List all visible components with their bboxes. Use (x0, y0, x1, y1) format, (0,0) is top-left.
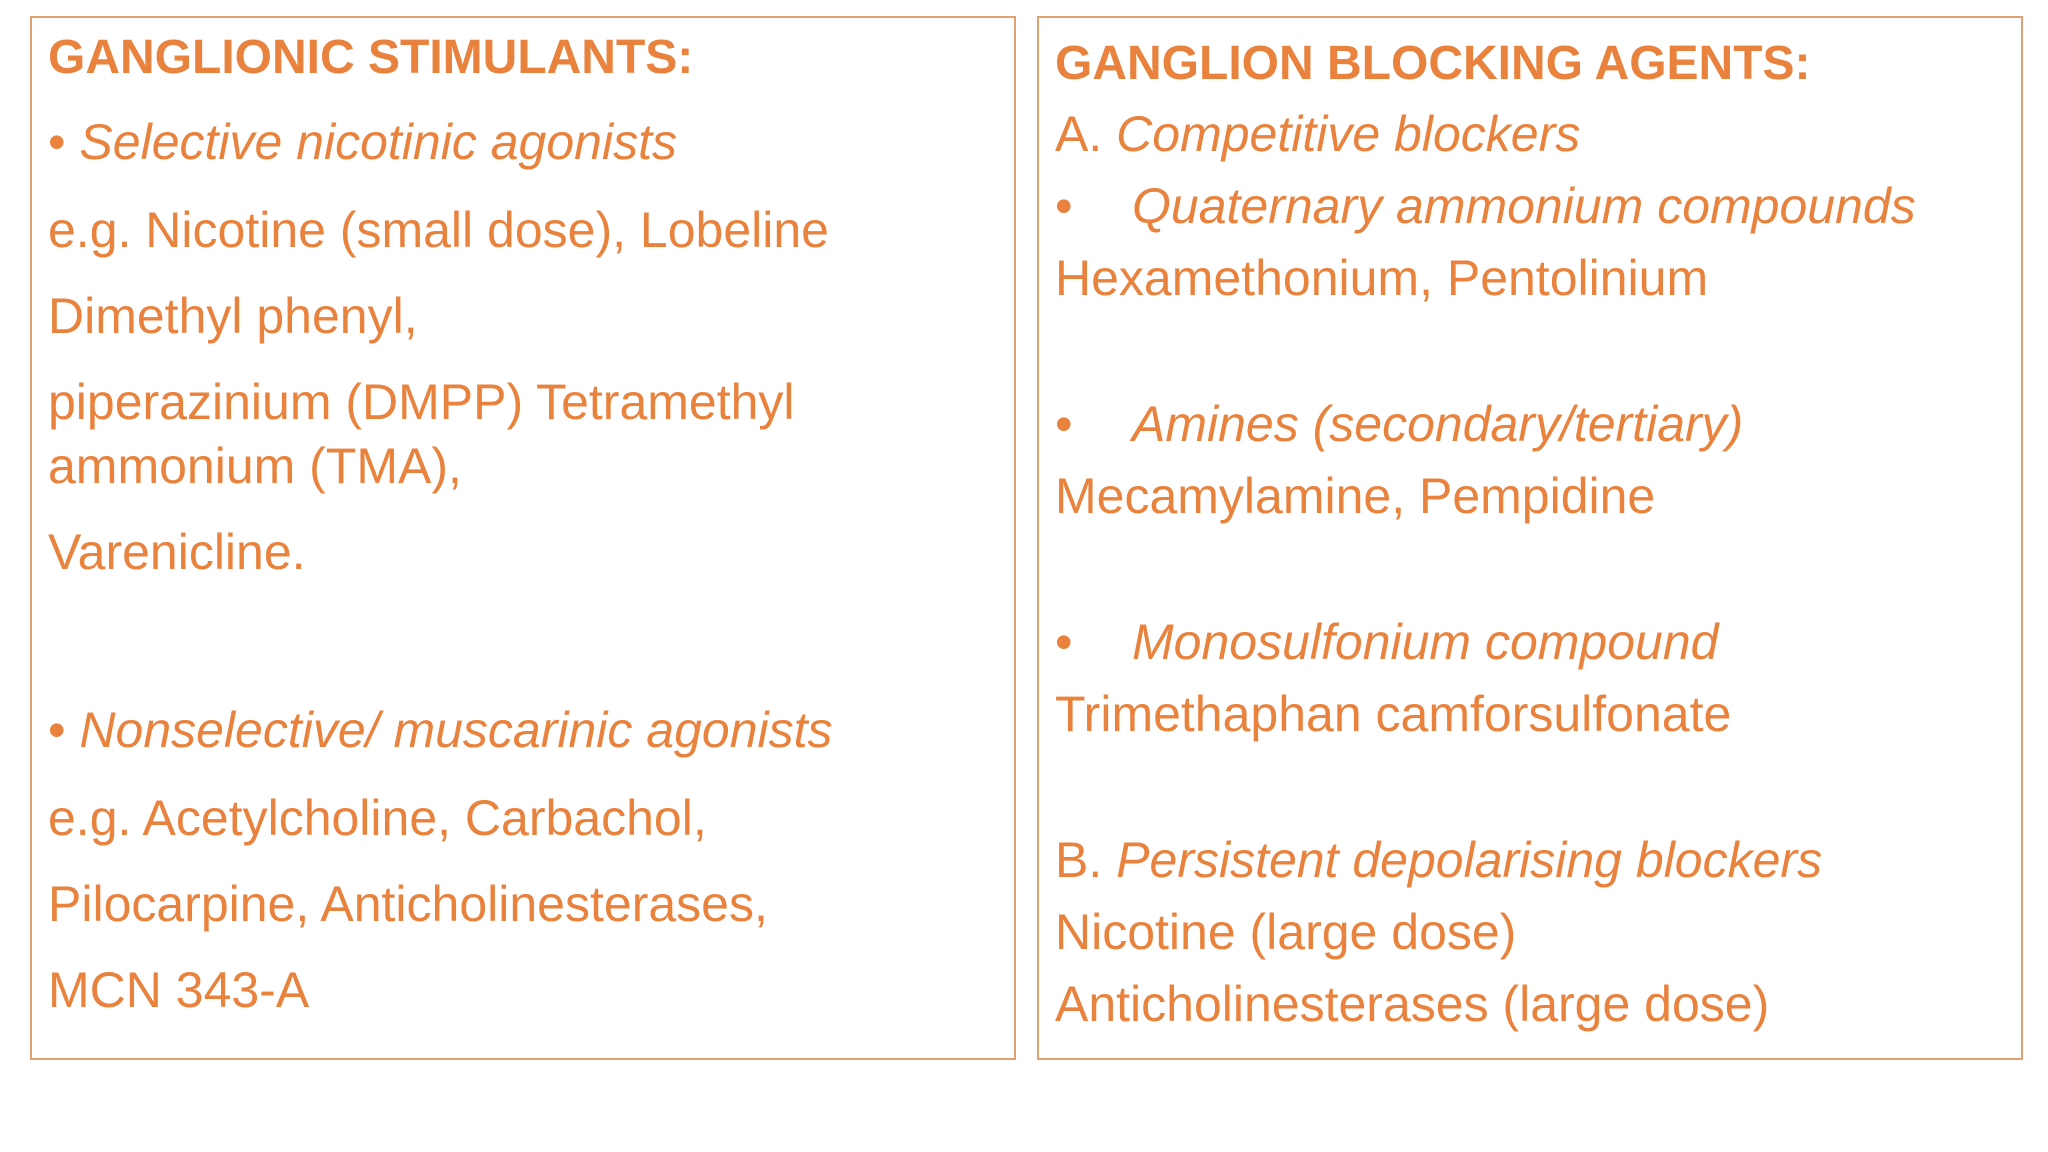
group-a-line (1055, 106, 1580, 162)
selective-agonists-bullet (48, 114, 677, 170)
group-b-title: Persistent depolarising blockers (1116, 832, 1823, 888)
group-b-drug: Anticholinesterases (large dose) (1055, 976, 1770, 1032)
bullet-icon: • (48, 114, 66, 170)
stimulants-heading: GANGLIONIC STIMULANTS: (48, 31, 694, 84)
group-b-prefix: B. (1055, 832, 1103, 888)
stimulant-line: ammonium (TMA), (48, 438, 462, 494)
ganglionic-stimulants-panel (30, 16, 1016, 1060)
group-a-prefix: A. (1055, 106, 1103, 162)
monosulfonium-drugs: Trimethaphan camforsulfonate (1055, 686, 1732, 742)
amines-drugs: Mecamylamine, Pempidine (1055, 468, 1656, 524)
stimulant-line: Pilocarpine, Anticholinesterases, (48, 876, 768, 932)
stimulant-line: Dimethyl phenyl, (48, 288, 418, 344)
blocking-heading: GANGLION BLOCKING AGENTS: (1055, 37, 1811, 90)
bullet-icon: • (48, 702, 66, 758)
bullet-icon: • (1055, 396, 1073, 452)
bullet-icon: • (1055, 614, 1073, 670)
group-a-title: Competitive blockers (1116, 106, 1581, 162)
amines-bullet (1055, 396, 1743, 452)
stimulant-line: e.g. Acetylcholine, Carbachol, (48, 790, 707, 846)
selective-agonists-title: Selective nicotinic agonists (79, 114, 677, 170)
stimulant-line: e.g. Nicotine (small dose), Lobeline (48, 202, 829, 258)
quaternary-drugs: Hexamethonium, Pentolinium (1055, 250, 1709, 306)
quaternary-title: Quaternary ammonium compounds (1132, 178, 1916, 234)
bullet-icon: • (1055, 178, 1073, 234)
stimulant-line: MCN 343-A (48, 962, 310, 1018)
stimulant-line: Varenicline. (48, 524, 306, 580)
group-b-line (1055, 832, 1822, 888)
quaternary-bullet (1055, 178, 1916, 234)
nonselective-agonists-bullet (48, 702, 833, 758)
monosulfonium-bullet (1055, 614, 1718, 670)
monosulfonium-title: Monosulfonium compound (1132, 614, 1719, 670)
stimulant-line: piperazinium (DMPP) Tetramethyl (48, 374, 795, 430)
group-b-drug: Nicotine (large dose) (1055, 904, 1517, 960)
amines-title: Amines (secondary/tertiary) (1132, 396, 1744, 452)
ganglion-blocking-agents-panel (1037, 16, 2023, 1060)
nonselective-agonists-title: Nonselective/ muscarinic agonists (79, 702, 833, 758)
